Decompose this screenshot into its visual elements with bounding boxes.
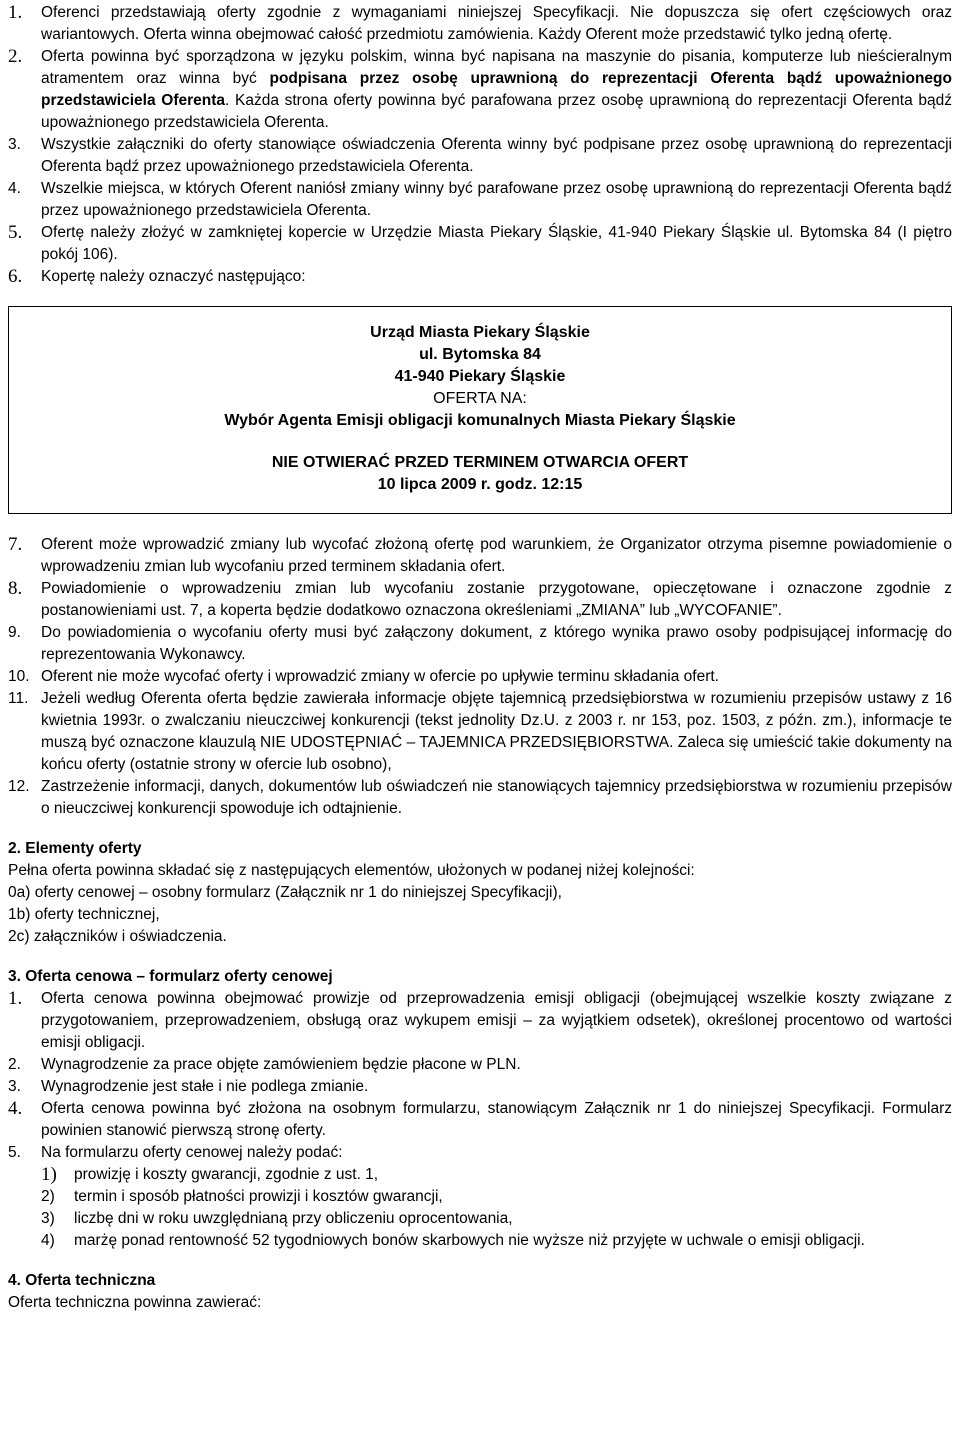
section-heading: 3. Oferta cenowa – formularz oferty cenowej bbox=[8, 968, 333, 985]
item-text: Oferenci przedstawiają oferty zgodnie z wymaganiami niniejszej Specyfikacji. Nie dopuszcza się ofert częściowych oraz wariantowych. Oferta winna obejmować całość przedmiotu zamówienia. Każdy Oferent może przedstawić tylko jedną ofertę. bbox=[41, 4, 952, 43]
item-number: 1. bbox=[8, 988, 23, 1009]
list-item bbox=[8, 666, 952, 688]
item-text-bold: podpisana przez osobę uprawnioną do reprezentacji Oferenta bądź upoważnionego przedstawiciela Oferenta bbox=[41, 70, 952, 109]
item-text: Na formularzu oferty cenowej należy podać: bbox=[41, 1144, 343, 1161]
list-item: 0a) oferty cenowej – osobny formularz (Załącznik nr 1 do niniejszej Specyfikacji), bbox=[8, 884, 562, 901]
item-number: 12. bbox=[8, 778, 30, 795]
item-number: 5. bbox=[8, 222, 23, 243]
item-number: 2. bbox=[8, 46, 23, 67]
item-text: Oferent może wprowadzić zmiany lub wycofać złożoną ofertę pod warunkiem, że Organizator otrzyma pisemne powiadomienie o wprowadzeniu zmian lub wycofaniu przed terminem składania ofert. bbox=[41, 536, 952, 575]
item-text: prowizję i koszty gwarancji, zgodnie z ust. 1, bbox=[74, 1166, 379, 1183]
item-text: Oferta cenowa powinna obejmować prowizje od przeprowadzenia emisji obligacji (obejmującej wszelkie koszty związane z przygotowaniem, przeprowadzeniem, obsługą oraz wykupem emisji – za wyjątkiem odsetek), określonej procentowo od wartości emisji obligacji. bbox=[41, 990, 952, 1051]
item-number: 3) bbox=[41, 1210, 55, 1227]
list-item bbox=[8, 1098, 952, 1142]
item-number: 4. bbox=[8, 1098, 23, 1119]
item-number: 2. bbox=[8, 1056, 21, 1073]
item-text: termin i sposób płatności prowizji i kosztów gwarancji, bbox=[74, 1188, 443, 1205]
item-text: Powiadomienie o wprowadzeniu zmian lub wycofaniu zostanie przygotowane, opieczętowane i oznaczone zgodnie z postanowieniami ust. 7, a koperta będzie dodatkowo oznaczona określeniami „ZMIANA” lub „WYCOFANIE”. bbox=[41, 580, 952, 619]
list-item bbox=[8, 178, 952, 222]
sub-list-item bbox=[8, 1186, 952, 1208]
section-heading: 2. Elementy oferty bbox=[8, 840, 142, 857]
item-text: Kopertę należy oznaczyć następująco: bbox=[41, 268, 306, 285]
item-text: Wynagrodzenie za prace objęte zamówieniem będzie płacone w PLN. bbox=[41, 1056, 521, 1073]
item-text: Wynagrodzenie jest stałe i nie podlega zmianie. bbox=[41, 1078, 369, 1095]
list-item bbox=[8, 578, 952, 622]
list-item bbox=[8, 1142, 952, 1164]
item-number: 5. bbox=[8, 1144, 21, 1161]
list-item bbox=[8, 622, 952, 666]
envelope-date: 10 lipca 2009 r. godz. 12:15 bbox=[377, 476, 583, 493]
envelope-line: ul. Bytomska 84 bbox=[419, 346, 541, 363]
envelope-line: Wybór Agenta Emisji obligacji komunalnych Miasta Piekary Śląskie bbox=[224, 412, 736, 429]
envelope-label-box bbox=[8, 306, 952, 514]
sub-list-item bbox=[8, 1208, 952, 1230]
list-item bbox=[8, 776, 952, 820]
list-item bbox=[8, 534, 952, 578]
item-number: 3. bbox=[8, 1078, 21, 1095]
item-text: Wszystkie załączniki do oferty stanowiące oświadczenia Oferenta winny być podpisane przez osobę uprawnioną do reprezentacji Oferenta bądź przez upoważnionego przedstawiciela Oferenta. bbox=[41, 136, 952, 175]
item-number: 10. bbox=[8, 668, 30, 685]
item-text: Oferta powinna być sporządzona w języku polskim, winna być napisana na maszynie do pisania, komputerze lub nieścieralnym atramentem oraz winna być bbox=[41, 48, 952, 87]
section-intro: Oferta techniczna powinna zawierać: bbox=[8, 1294, 262, 1311]
item-number: 9. bbox=[8, 624, 21, 641]
item-text: Jeżeli według Oferenta oferta będzie zawierała informacje objęte tajemnicą przedsiębiorstwa w rozumieniu przepisów ustawy z 16 kwietnia 1993r. o zwalczaniu nieuczciwej konkurencji (tekst jednolity Dz.U. z 2003 r. nr 153, poz. 1503, z późn. zm.), informacje te muszą być oznaczone klauzulą NIE UDOSTĘPNIAĆ – TAJEMNICA PRZEDSIĘBIORSTWA. Zaleca się umieścić takie dokumenty na końcu oferty (ostatnie strony w ofercie lub osobno), bbox=[41, 690, 952, 773]
list-item: 2c) załączników i oświadczenia. bbox=[8, 928, 227, 945]
list-item bbox=[8, 1054, 952, 1076]
item-number: 7. bbox=[8, 534, 23, 555]
list-item bbox=[8, 688, 952, 776]
item-text: marżę ponad rentowność 52 tygodniowych bonów skarbowych nie wyższe niż przyjęte w uchwale o emisji obligacji. bbox=[74, 1232, 865, 1249]
list-item bbox=[8, 988, 952, 1054]
item-text: Ofertę należy złożyć w zamkniętej kopercie w Urzędzie Miasta Piekary Śląskie, 41-940 Piekary Śląskie ul. Bytomska 84 (I piętro pokój 106). bbox=[41, 224, 952, 263]
item-number: 11. bbox=[8, 690, 29, 707]
envelope-line: 41-940 Piekary Śląskie bbox=[394, 368, 566, 385]
list-item: 1b) oferty technicznej, bbox=[8, 906, 160, 923]
item-number: 1) bbox=[41, 1164, 57, 1185]
item-number: 6. bbox=[8, 266, 23, 287]
item-number: 8. bbox=[8, 578, 23, 599]
item-text: Oferta cenowa powinna być złożona na osobnym formularzu, stanowiącym Załącznik nr 1 do niniejszej Specyfikacji. Formularz powinien stanowić pierwszą stronę oferty. bbox=[41, 1100, 952, 1139]
item-text: liczbę dni w roku uwzględnianą przy obliczeniu oprocentowania, bbox=[74, 1210, 513, 1227]
item-number: 4. bbox=[8, 180, 21, 197]
envelope-line: OFERTA NA: bbox=[433, 390, 527, 407]
list-item bbox=[8, 2, 952, 46]
section-heading: 4. Oferta techniczna bbox=[8, 1272, 156, 1289]
envelope-line: Urząd Miasta Piekary Śląskie bbox=[370, 324, 590, 341]
list-item bbox=[8, 1076, 952, 1098]
list-item bbox=[8, 134, 952, 178]
item-number: 1. bbox=[8, 2, 23, 23]
item-text: Zastrzeżenie informacji, danych, dokumentów lub oświadczeń nie stanowiących tajemnicy przedsiębiorstwa w rozumieniu przepisów o nieuczciwej konkurencji spowoduje ich odtajnienie. bbox=[41, 778, 952, 817]
item-number: 4) bbox=[41, 1232, 55, 1249]
item-text: Wszelkie miejsca, w których Oferent naniósł zmiany winny być parafowane przez osobę uprawnioną do reprezentacji Oferenta bądź przez upoważnionego przedstawiciela Oferenta. bbox=[41, 180, 952, 219]
item-number: 3. bbox=[8, 136, 21, 153]
item-number: 2) bbox=[41, 1188, 55, 1205]
item-text: Oferent nie może wycofać oferty i wprowadzić zmiany w ofercie po upływie terminu składania ofert. bbox=[41, 668, 719, 685]
sub-list-item bbox=[8, 1164, 952, 1186]
list-item bbox=[8, 46, 952, 134]
item-text: Do powiadomienia o wycofaniu oferty musi być załączony dokument, z którego wynika prawo osoby podpisującej informację do reprezentowania Wykonawcy. bbox=[41, 624, 952, 663]
section-intro: Pełna oferta powinna składać się z następujących elementów, ułożonych w podanej niżej kolejności: bbox=[8, 862, 695, 879]
sub-list-item bbox=[8, 1230, 952, 1252]
list-item bbox=[8, 266, 952, 288]
envelope-warning: NIE OTWIERAĆ PRZED TERMINEM OTWARCIA OFERT bbox=[271, 454, 689, 471]
list-item bbox=[8, 222, 952, 266]
item-text: . Każda strona oferty powinna być parafowana przez osobę uprawnioną do reprezentacji Oferenta bądź upoważnionego przedstawiciela Oferenta. bbox=[41, 92, 952, 131]
